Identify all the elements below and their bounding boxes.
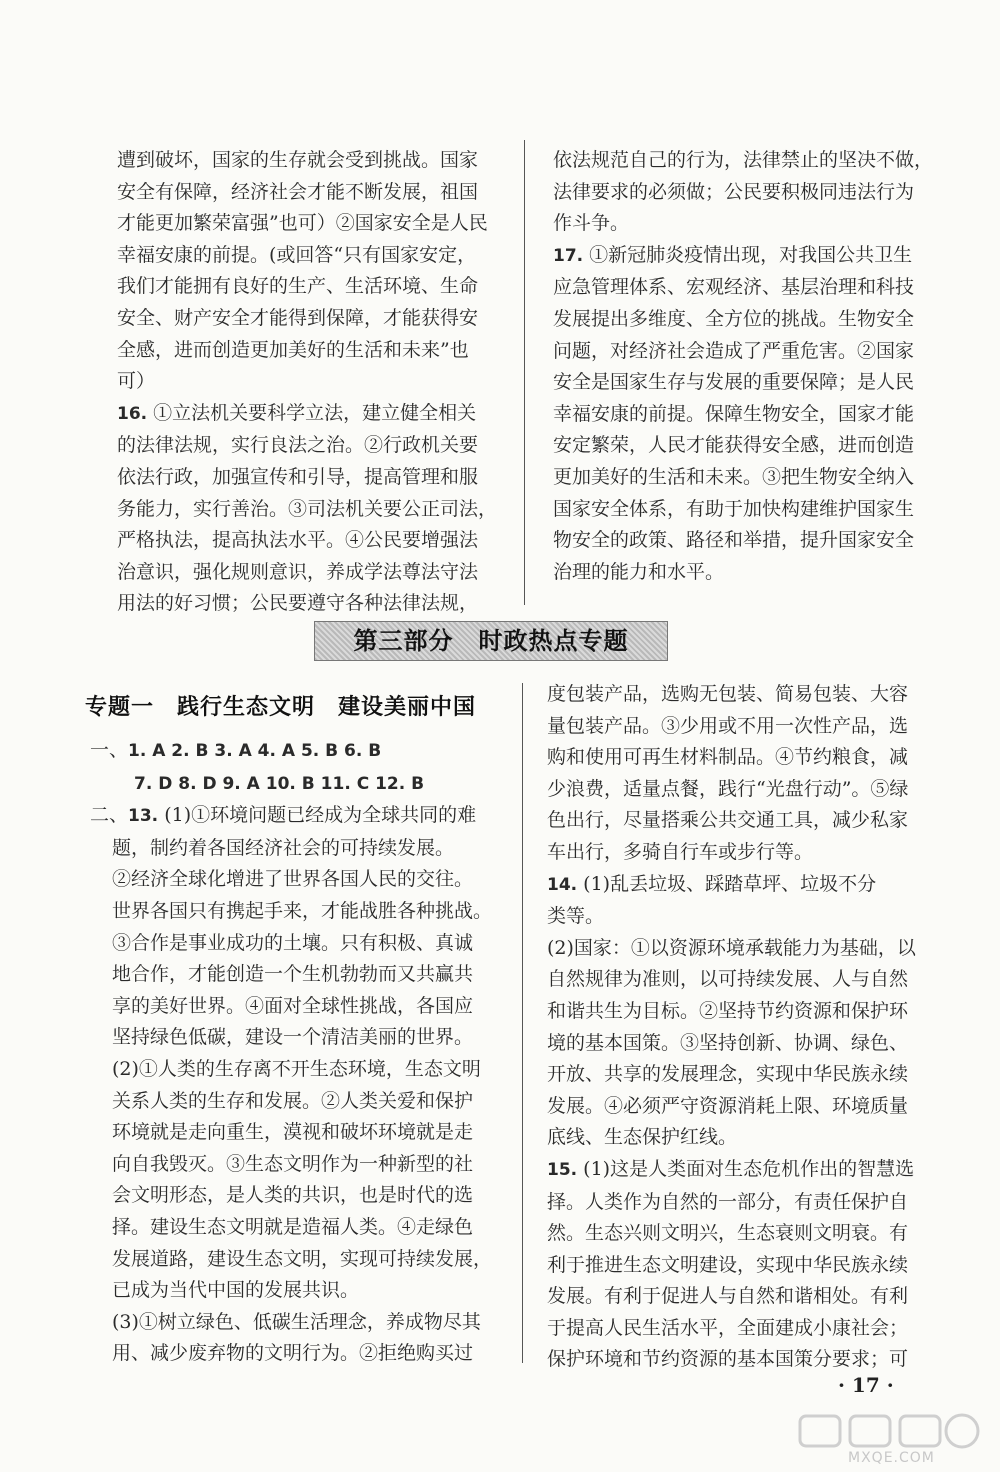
watermark-text: MXQE.COM [848, 1450, 935, 1466]
q15-text: (1)这是人类面对生态危机作出的智慧选 [583, 1157, 915, 1180]
text-line: 幸福安康的前提。保障生物安全，国家才能 [553, 402, 915, 425]
q13-text: (1)①环境问题已经成为全球共同的难 [164, 804, 477, 827]
mc-answers-1: 1. A 2. B 3. A 4. A 5. B 6. B [128, 741, 382, 761]
q16-text: ①立法机关要科学立法，建立健全相关 [153, 401, 477, 424]
q17-number: 17. [553, 245, 584, 266]
text-line: 我们才能拥有良好的生产、生活环境、生命 [117, 275, 479, 298]
text-line: 择。建设生态文明就是造福人类。④走绿色 [112, 1215, 474, 1238]
text-line: 地合作，才能创造一个生机勃勃而又共赢共 [112, 963, 474, 986]
text-line: 安全、财产安全才能得到保障，才能获得安 [117, 306, 479, 329]
text-line: 依法行政，加强宣传和引导，提高管理和服 [117, 465, 479, 488]
text-line: 会文明形态，是人类的共识，也是时代的选 [112, 1184, 474, 1207]
text-line: 更加美好的生活和未来。③把生物安全纳入 [553, 465, 915, 488]
text-line: 安全是国家生存与发展的重要保障；是人民 [553, 371, 915, 394]
mc-prefix: 一、 [90, 739, 129, 761]
text-line: 严格执法，提高执法水平。④公民要增强法 [117, 529, 479, 552]
q13-prefix: 二、 [90, 804, 129, 827]
q13-number: 13. [128, 806, 159, 827]
text-line: 治意识，强化规则意识，养成学法尊法守法 [117, 560, 479, 583]
q14-first-line [547, 869, 907, 902]
text-line: 遭到破坏，国家的生存就会受到挑战。国家 [117, 149, 479, 171]
text-line: 享的美好世界。④面对全球性挑战，各国应 [112, 994, 474, 1017]
text-line: 少浪费，适量点餐，践行“光盘行动”。⑤绿 [547, 777, 909, 800]
mc-row-1 [90, 735, 500, 768]
text-line: 车出行，多骑自行车或步行等。 [547, 840, 814, 863]
text-line: 安定繁荣，人民才能获得安全感，进而创造 [553, 434, 915, 457]
q14-text: (1)乱丢垃圾、踩踏草坪、垃圾不分 [583, 872, 877, 895]
text-line: 世界各国只有携起手来，才能战胜各种挑战。 [112, 899, 493, 922]
text-line: 类等。 [547, 905, 605, 928]
text-line: 量包装产品。③少用或不用一次性产品，选 [547, 714, 909, 737]
text-line: 国家安全体系，有助于加快构建维护国家生 [553, 497, 915, 520]
text-line: 利于推进生态文明建设，实现中华民族永续 [547, 1253, 909, 1276]
text-line: (3)①树立绿色、低碳生活理念，养成物尽其 [112, 1310, 481, 1333]
mc-answers-2: 7. D 8. D 9. A 10. B 11. C 12. B [134, 773, 425, 794]
text-line: 度包装产品，选购无包装、简易包装、大容 [547, 683, 909, 705]
text-line: 安全有保障，经济社会才能不断发展，祖国 [117, 180, 479, 203]
text-line: 物安全的政策、路径和举措，提升国家安全 [553, 529, 915, 552]
q16-first-line [117, 398, 497, 431]
text-line: 用法的好习惯；公民要遵守各种法律法规， [117, 592, 479, 615]
q14-number: 14. [547, 874, 578, 895]
q16-number: 16. [117, 403, 148, 424]
text-line: 和谐共生为目标。②坚持节约资源和保护环 [547, 999, 909, 1022]
page-number: · 17 · [838, 1373, 894, 1397]
topic-title: 专题一 践行生态文明 建设美丽中国 [85, 695, 477, 720]
text-line: 治理的能力和水平。 [553, 560, 725, 583]
text-line: (2)国家：①以资源环境承载能力为基础，以 [547, 936, 916, 959]
text-line: 务能力，实行善治。③司法机关要公正司法， [117, 497, 498, 520]
text-line: 环境就是走向重生，漠视和破坏环境就是走 [112, 1121, 474, 1144]
text-line: 然。生态兴则文明兴，生态衰则文明衰。有 [547, 1222, 909, 1245]
q17-text: ①新冠肺炎疫情出现，对我国公共卫生 [589, 243, 913, 266]
text-line: 作斗争。 [553, 212, 630, 235]
text-line: 色出行，尽量搭乘公共交通工具，减少私家 [547, 809, 909, 832]
text-line: 问题，对经济社会造成了严重危害。②国家 [553, 339, 915, 362]
q17-first-line [553, 240, 913, 273]
text-line: (2)①人类的生存离不开生态环境，生态文明 [112, 1057, 481, 1080]
text-line: 关系人类的生存和发展。②人类关爱和保护 [112, 1089, 474, 1112]
bottom-left-column [90, 735, 500, 1370]
section-banner: 第三部分 时政热点专题 [314, 621, 668, 661]
text-line: 发展提出多维度、全方位的挑战。生物安全 [553, 307, 915, 330]
text-line: 全感，进而创造更加美好的生活和未来”也 [117, 338, 469, 361]
top-left-column [117, 145, 497, 620]
column-divider-bottom [522, 683, 523, 1363]
text-line: 坚持绿色低碳，建设一个清洁美丽的世界。 [112, 1026, 474, 1049]
text-line: 法律要求的必须做；公民要积极同违法行为 [553, 180, 915, 203]
text-line: 发展。有利于促进人与自然和谐相处。有利 [547, 1285, 909, 1308]
text-line: 才能更加繁荣富强”也可）②国家安全是人民 [117, 212, 488, 235]
text-line: 底线、生态保护红线。 [547, 1126, 738, 1149]
mc-row-2 [90, 768, 500, 801]
column-divider-top [524, 140, 525, 605]
text-line: 可） [117, 370, 156, 393]
text-line: 题，制约着各国经济社会的可持续发展。 [112, 836, 455, 859]
text-line: 自然规律为准则，以可持续发展、人与自然 [547, 968, 909, 991]
text-line: 保护环境和节约资源的基本国策分要求；可 [547, 1348, 909, 1371]
q15-number: 15. [547, 1159, 578, 1180]
bottom-right-column [547, 679, 916, 1376]
text-line: 发展。④必须严守资源消耗上限、环境质量 [547, 1094, 909, 1117]
text-line: 应急管理体系、宏观经济、基层治理和科技 [553, 276, 915, 299]
text-line: 向自我毁灭。③生态文明作为一种新型的社 [112, 1152, 474, 1175]
q15-first-line [547, 1154, 915, 1187]
text-line: 依法规范自己的行为，法律禁止的坚决不做， [553, 149, 934, 171]
text-line: 已成为当代中国的发展共识。 [112, 1279, 360, 1302]
text-line: 于提高人民生活水平，全面建成小康社会； [547, 1316, 909, 1339]
text-line: 购和使用可再生材料制品。④节约粮食，减 [547, 746, 909, 769]
text-line: 择。人类作为自然的一部分，有责任保护自 [547, 1190, 909, 1213]
top-right-column [553, 145, 934, 588]
text-line: ②经济全球化增进了世界各国人民的交往。 [112, 868, 474, 891]
text-line: 发展道路，建设生态文明，实现可持续发展， [112, 1247, 493, 1270]
text-line: 境的基本国策。③坚持创新、协调、绿色、 [547, 1031, 909, 1054]
text-line: 的法律法规，实行良法之治。②行政机关要 [117, 434, 479, 457]
text-line: ③合作是事业成功的土壤。只有积极、真诚 [112, 931, 474, 954]
text-line: 幸福安康的前提。(或回答“只有国家安定， [117, 243, 477, 266]
text-line: 用、减少废弃物的文明行为。②拒绝购买过 [112, 1342, 474, 1365]
q13-first-line [90, 800, 500, 833]
text-line: 开放、共享的发展理念，实现中华民族永续 [547, 1063, 909, 1086]
